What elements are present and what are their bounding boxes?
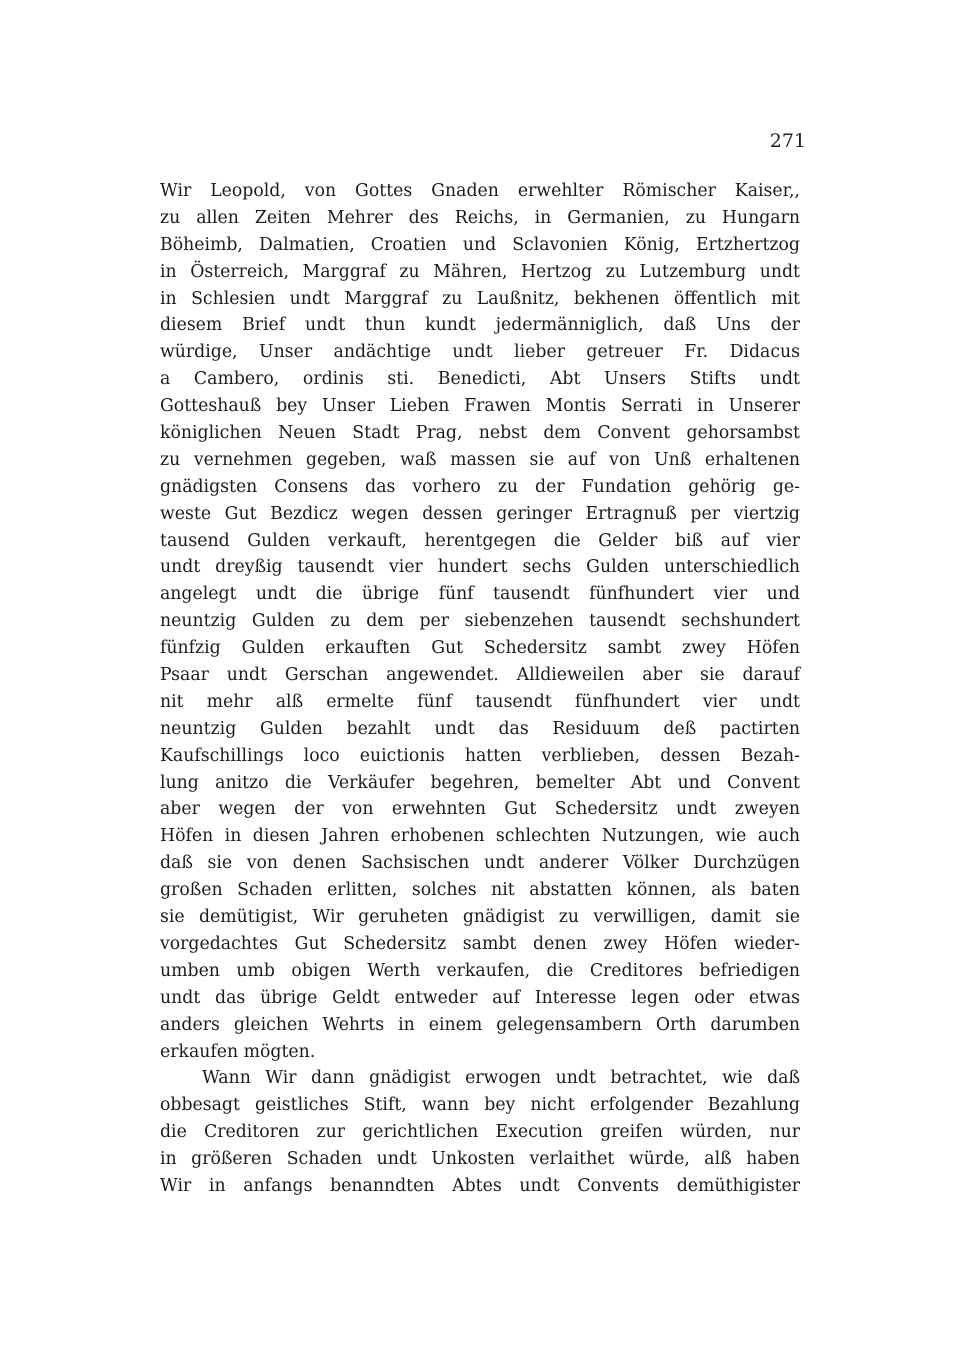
text-line: zu allen Zeiten Mehrer des Reichs, in Germanien, zu Hungarn [160, 207, 800, 228]
text-line: daß sie von denen Sachsischen undt anderer Völker Durchzügen [160, 853, 800, 874]
text-line: obbesagt geistliches Stift, wann bey nicht erfolgender Bezahlung [160, 1095, 800, 1116]
text-line: zu vernehmen gegeben, waß massen sie auf von Unß erhaltenen [160, 449, 800, 470]
text-line: in Österreich, Marggraf zu Mähren, Hertzog zu Lutzemburg undt [160, 261, 800, 282]
text-line: großen Schaden erlitten, solches nit abstatten können, als baten [160, 880, 800, 901]
text-line: erkaufen mögten. [160, 1041, 316, 1062]
text-line: neuntzig Gulden bezahlt undt das Residuum deß pactirten [160, 718, 800, 739]
text-line: königlichen Neuen Stadt Prag, nebst dem Convent gehorsambst [160, 423, 800, 444]
text-line: vorgedachtes Gut Schedersitz sambt denen zwey Höfen wieder- [160, 933, 800, 954]
paragraph-1 [160, 178, 800, 1065]
text-line: fünfzig Gulden erkauften Gut Schedersitz sambt zwey Höfen [160, 638, 800, 659]
text-line: gnädigsten Consens das vorhero zu der Fundation gehörig ge- [160, 476, 800, 497]
text-line: diesem Brief undt thun kundt jedermänniglich, daß Uns der [160, 315, 800, 336]
text-line: Wann Wir dann gnädigist erwogen undt betrachtet, wie daß [202, 1068, 800, 1089]
text-line: die Creditoren zur gerichtlichen Execution greifen würden, nur [160, 1122, 800, 1143]
text-line: sie demütigist, Wir geruheten gnädigist zu verwilligen, damit sie [160, 907, 800, 928]
page-number: 271 [769, 130, 806, 152]
text-line: anders gleichen Wehrts in einem gelegensambern Orth darumben [160, 1014, 800, 1035]
text-line: undt dreyßig tausendt vier hundert sechs Gulden unterschiedlich [160, 557, 800, 578]
text-line: neuntzig Gulden zu dem per siebenzehen tausendt sechshundert [160, 611, 800, 632]
text-line: a Cambero, ordinis sti. Benedicti, Abt Unsers Stifts undt [160, 369, 800, 390]
text-line: in größeren Schaden undt Unkosten verlaithet würde, alß haben [160, 1149, 800, 1170]
text-line: lung anitzo die Verkäufer begehren, bemelter Abt und Convent [160, 772, 800, 793]
text-line: Psaar undt Gerschan angewendet. Alldieweilen aber sie darauf [160, 665, 800, 686]
text-line: nit mehr alß ermelte fünf tausendt fünfhundert vier undt [160, 691, 800, 712]
text-line: weste Gut Bezdicz wegen dessen geringer Ertragnuß per viertzig [160, 503, 800, 524]
paragraph-2 [160, 1065, 800, 1199]
text-line: Wir Leopold, von Gottes Gnaden erwehlter Römischer Kaiser,, [160, 181, 800, 201]
text-line: umben umb obigen Werth verkaufen, die Creditores befriedigen [160, 960, 800, 981]
body-text [160, 178, 800, 1200]
text-line: Höfen in diesen Jahren erhobenen schlechten Nutzungen, wie auch [160, 826, 800, 847]
text-line: würdige, Unser andächtige undt lieber getreuer Fr. Didacus [160, 342, 800, 363]
text-line: in Schlesien undt Marggraf zu Laußnitz, bekhenen öffentlich mit [160, 288, 800, 309]
text-line: Gotteshauß bey Unser Lieben Frawen Montis Serrati in Unserer [160, 396, 800, 417]
text-line: Böheimb, Dalmatien, Croatien und Sclavonien König, Ertzhertzog [160, 234, 800, 255]
text-line: undt das übrige Geldt entweder auf Interesse legen oder etwas [160, 987, 800, 1008]
text-line: Kaufschillings loco euictionis hatten verblieben, dessen Bezah- [160, 745, 800, 766]
text-line: angelegt undt die übrige fünf tausendt fünfhundert vier und [160, 584, 800, 605]
text-line: aber wegen der von erwehnten Gut Schedersitz undt zweyen [160, 799, 800, 820]
text-line: tausend Gulden verkauft, herentgegen die Gelder biß auf vier [160, 530, 800, 551]
text-line: Wir in anfangs benanndten Abtes undt Convents demüthigister [160, 1175, 800, 1196]
